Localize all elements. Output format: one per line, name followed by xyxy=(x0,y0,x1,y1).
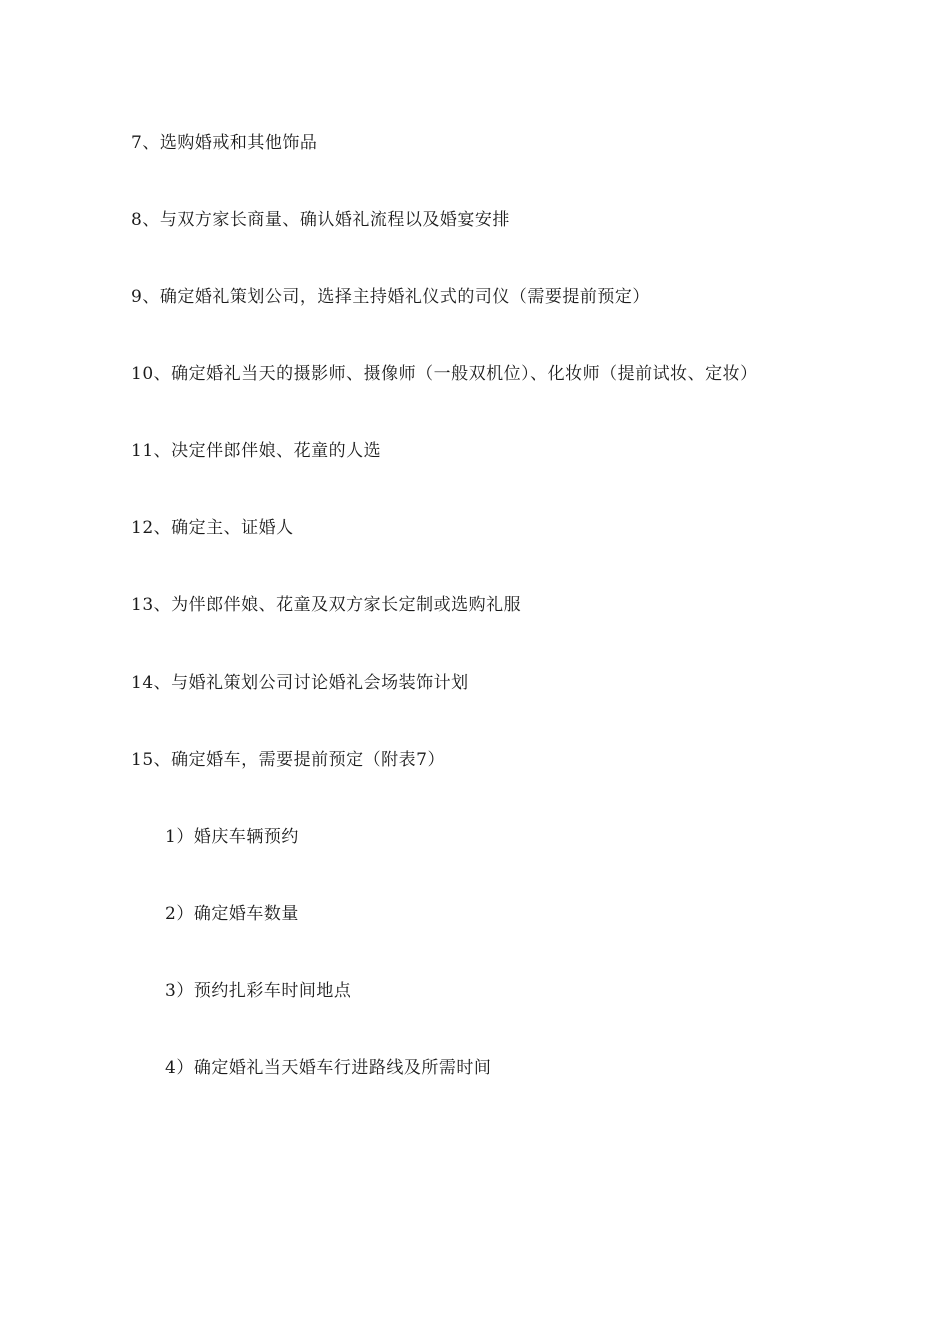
list-item-15: 15、确定婚车，需要提前预定（附表7） xyxy=(131,750,445,770)
list-item-11: 11、决定伴郎伴娘、花童的人选 xyxy=(131,441,382,461)
list-item-13: 13、为伴郎伴娘、花童及双方家长定制或选购礼服 xyxy=(131,595,522,615)
list-item-12: 12、确定主、证婚人 xyxy=(131,518,294,538)
list-item-7: 7、选购婚戒和其他饰品 xyxy=(131,133,318,153)
list-item-8: 8、与双方家长商量、确认婚礼流程以及婚宴安排 xyxy=(131,210,510,230)
list-item-9: 9、确定婚礼策划公司，选择主持婚礼仪式的司仪（需要提前预定） xyxy=(131,287,650,307)
sub-item-2: 2）确定婚车数量 xyxy=(165,904,299,924)
sub-item-3: 3）预约扎彩车时间地点 xyxy=(165,981,352,1001)
sub-item-4: 4）确定婚礼当天婚车行进路线及所需时间 xyxy=(165,1058,492,1078)
sub-item-1: 1）婚庆车辆预约 xyxy=(165,827,299,847)
list-item-14: 14、与婚礼策划公司讨论婚礼会场装饰计划 xyxy=(131,673,469,693)
list-item-10: 10、确定婚礼当天的摄影师、摄像师（一般双机位）、化妆师（提前试妆、定妆） xyxy=(131,364,758,384)
